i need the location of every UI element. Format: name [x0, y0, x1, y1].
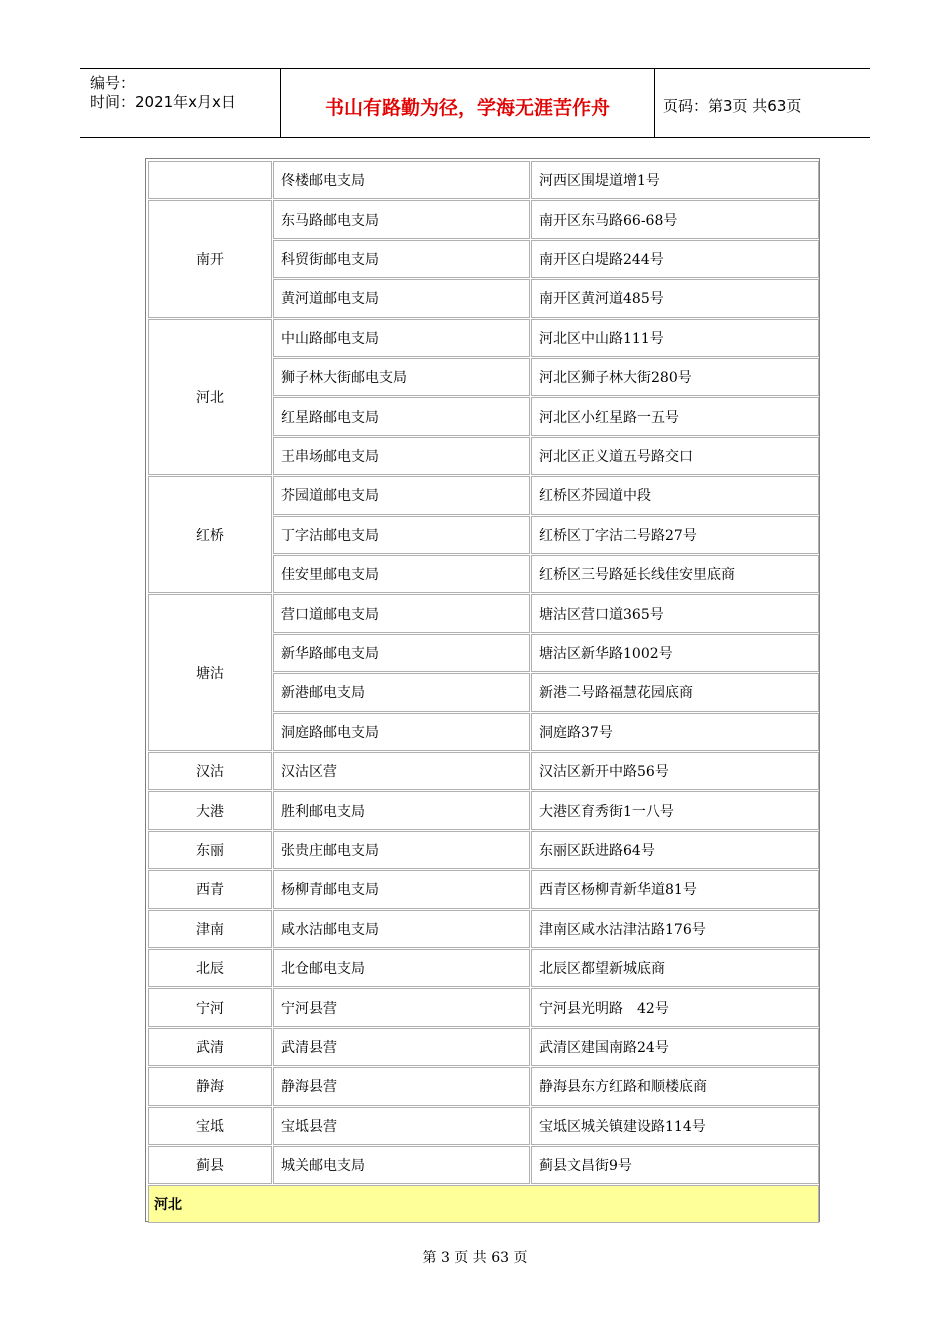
- section-heading-row: 河北: [148, 1185, 819, 1222]
- office-name-cell: 咸水沽邮电支局: [273, 910, 530, 948]
- office-address-cell: 南开区白堤路244号: [531, 240, 819, 278]
- office-name-cell: 红星路邮电支局: [273, 397, 530, 435]
- office-address-cell: 河北区中山路111号: [531, 319, 819, 357]
- document-time-label: 时间：2021年x月x日: [90, 93, 236, 111]
- district-cell: 红桥: [148, 476, 272, 593]
- office-name-cell: 丁字沽邮电支局: [273, 516, 530, 554]
- office-address-cell: 红桥区三号路延长线佳安里底商: [531, 555, 819, 593]
- district-cell: 河北: [148, 319, 272, 476]
- office-address-cell: 蓟县文昌街9号: [531, 1146, 819, 1184]
- office-address-cell: 南开区东马路66-68号: [531, 200, 819, 238]
- office-address-cell: 洞庭路37号: [531, 713, 819, 751]
- office-name-cell: 东马路邮电支局: [273, 200, 530, 238]
- office-name-cell: 杨柳青邮电支局: [273, 870, 530, 908]
- motto-text: 书山有路勤为径，学海无涯苦作舟: [324, 97, 610, 119]
- office-address-cell: 塘沽区新华路1002号: [531, 634, 819, 672]
- office-name-cell: 黄河道邮电支局: [273, 279, 530, 317]
- office-address-cell: 河北区正义道五号路交口: [531, 437, 819, 475]
- office-name-cell: 张贵庄邮电支局: [273, 831, 530, 869]
- office-name-cell: 静海县营: [273, 1067, 530, 1105]
- office-name-cell: 胜利邮电支局: [273, 791, 530, 829]
- district-cell: 汉沽: [148, 752, 272, 790]
- office-address-cell: 河西区围堤道增1号: [531, 161, 819, 199]
- district-cell: 武清: [148, 1028, 272, 1066]
- header-motto-cell: [281, 69, 655, 137]
- district-cell: 宝坻: [148, 1107, 272, 1145]
- office-address-cell: 东丽区跃进路64号: [531, 831, 819, 869]
- district-cell: 静海: [148, 1067, 272, 1105]
- office-name-cell: 中山路邮电支局: [273, 319, 530, 357]
- header-info-cell: [80, 69, 281, 137]
- office-name-cell: 佳安里邮电支局: [273, 555, 530, 593]
- office-name-cell: 狮子林大街邮电支局: [273, 358, 530, 396]
- office-address-cell: 塘沽区营口道365号: [531, 594, 819, 632]
- office-name-cell: 宁河县营: [273, 988, 530, 1026]
- office-address-cell: 西青区杨柳青新华道81号: [531, 870, 819, 908]
- district-cell: 北辰: [148, 949, 272, 987]
- office-address-cell: 宁河县光明路 42号: [531, 988, 819, 1026]
- district-cell: 蓟县: [148, 1146, 272, 1184]
- office-name-cell: 武清县营: [273, 1028, 530, 1066]
- office-address-cell: 南开区黄河道485号: [531, 279, 819, 317]
- office-address-cell: 汉沽区新开中路56号: [531, 752, 819, 790]
- office-address-cell: 津南区咸水沽津沽路176号: [531, 910, 819, 948]
- district-cell: 塘沽: [148, 594, 272, 751]
- page-footer: 第 3 页 共 63 页: [422, 1250, 528, 1266]
- post-office-table: [145, 158, 820, 1222]
- office-name-cell: 洞庭路邮电支局: [273, 713, 530, 751]
- office-address-cell: 新港二号路福慧花园底商: [531, 673, 819, 711]
- office-name-cell: 汉沽区营: [273, 752, 530, 790]
- district-cell: [148, 161, 272, 199]
- district-cell: 南开: [148, 200, 272, 317]
- document-number-label: 编号：: [90, 74, 136, 92]
- office-name-cell: 科贸街邮电支局: [273, 240, 530, 278]
- district-cell: 东丽: [148, 831, 272, 869]
- office-address-cell: 宝坻区城关镇建设路114号: [531, 1107, 819, 1145]
- office-address-cell: 红桥区丁字沽二号路27号: [531, 516, 819, 554]
- office-address-cell: 武清区建国南路24号: [531, 1028, 819, 1066]
- office-name-cell: 芥园道邮电支局: [273, 476, 530, 514]
- office-address-cell: 河北区小红星路一五号: [531, 397, 819, 435]
- office-name-cell: 宝坻县营: [273, 1107, 530, 1145]
- office-name-cell: 新港邮电支局: [273, 673, 530, 711]
- office-name-cell: 王串场邮电支局: [273, 437, 530, 475]
- office-name-cell: 城关邮电支局: [273, 1146, 530, 1184]
- district-cell: 津南: [148, 910, 272, 948]
- office-address-cell: 静海县东方红路和顺楼底商: [531, 1067, 819, 1105]
- district-cell: 西青: [148, 870, 272, 908]
- office-name-cell: 营口道邮电支局: [273, 594, 530, 632]
- district-cell: 大港: [148, 791, 272, 829]
- office-name-cell: 佟楼邮电支局: [273, 161, 530, 199]
- office-address-cell: 红桥区芥园道中段: [531, 476, 819, 514]
- page-header: [80, 68, 870, 138]
- office-name-cell: 北仓邮电支局: [273, 949, 530, 987]
- office-address-cell: 北辰区都望新城底商: [531, 949, 819, 987]
- header-page-label: 页码：第3页 共63页: [663, 97, 802, 115]
- office-address-cell: 河北区狮子林大街280号: [531, 358, 819, 396]
- office-address-cell: 大港区育秀街1一八号: [531, 791, 819, 829]
- office-name-cell: 新华路邮电支局: [273, 634, 530, 672]
- district-cell: 宁河: [148, 988, 272, 1026]
